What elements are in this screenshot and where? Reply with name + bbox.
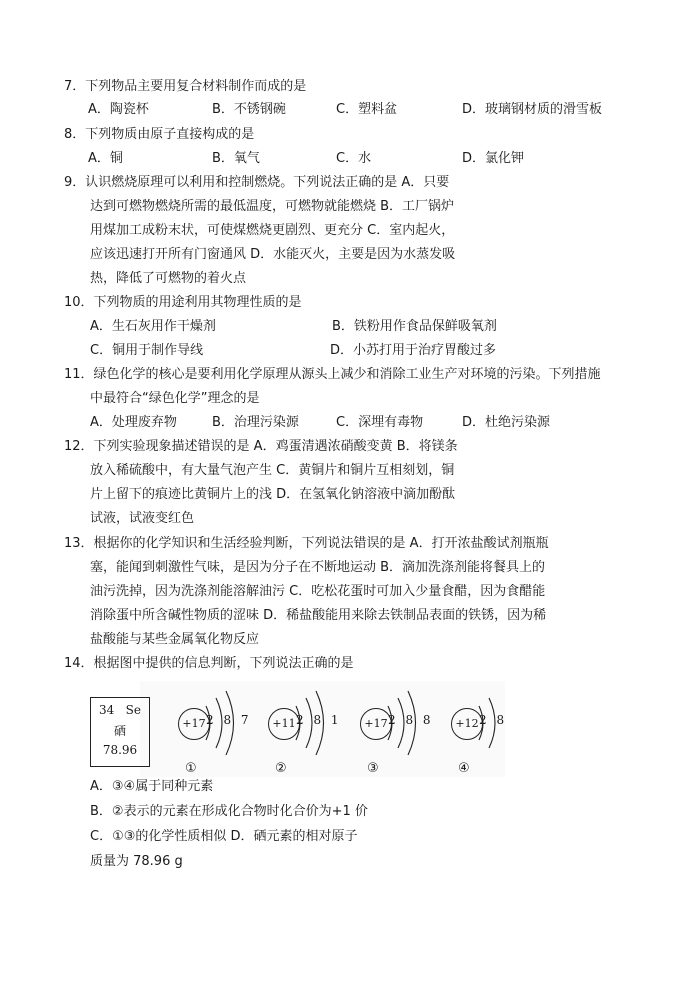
- diagram-label: ①: [185, 761, 197, 776]
- q14-option-b: B．②表示的元素在形成化合物时化合价为+1 价: [90, 804, 368, 819]
- q9-line: 达到可燃物燃烧所需的最低温度，可燃物就能燃烧 B．工厂锅炉: [90, 199, 455, 214]
- nucleus: +17: [178, 708, 210, 740]
- q11-option-a: A．处理废弃物: [90, 415, 177, 430]
- q13-line: 13．根据你的化学知识和生活经验判断，下列说法错误的是 A．打开浓盐酸试剂瓶瓶: [64, 536, 549, 551]
- q12-line: 放入稀硫酸中，有大量气泡产生 C．黄铜片和铜片互相刻划，铜: [90, 463, 455, 478]
- atom-diagram-1: [168, 686, 252, 786]
- q7-stem: 7．下列物品主要用复合材料制作而成的是: [64, 79, 307, 94]
- nucleus: +11: [268, 708, 300, 740]
- q8-option-a: A．铜: [88, 151, 123, 166]
- nucleus: +17: [360, 708, 392, 740]
- element-symbol: Se: [125, 703, 141, 717]
- q9-line: 9．认识燃烧原理可以利用和控制燃烧。下列说法正确的是 A．只要: [64, 175, 450, 190]
- q10-option-a: A．生石灰用作干燥剂: [90, 319, 216, 334]
- q14-option-a: A．③④属于同种元素: [90, 779, 214, 794]
- electron-config: 2 8: [479, 713, 508, 727]
- q7-option-b: B．不锈钢碗: [212, 102, 286, 117]
- q7-option-d: D．玻璃钢材质的滑雪板: [462, 102, 603, 117]
- element-name: 硒: [113, 724, 126, 738]
- atom-diagram-3: [350, 686, 434, 786]
- electron-config: 2 8 1: [296, 713, 342, 727]
- atomic-number: 34: [99, 703, 115, 717]
- q8-stem: 8．下列物质由原子直接构成的是: [64, 127, 255, 142]
- q11-option-c: C．深埋有毒物: [336, 415, 424, 430]
- q14-option-d: 质量为 78.96 g: [90, 854, 183, 869]
- q14-stem: 14．根据图中提供的信息判断，下列说法正确的是: [64, 656, 354, 671]
- q13-line: 盐酸能与某些金属氧化物反应: [90, 632, 260, 647]
- atom-diagram-2: [258, 686, 342, 786]
- q11-option-d: D．杜绝污染源: [462, 415, 551, 430]
- q10-option-d: D．小苏打用于治疗胃酸过多: [330, 343, 497, 358]
- q11-stem-cont: 中最符合“绿色化学”理念的是: [90, 391, 260, 406]
- q9-line: 用煤加工成粉末状，可使煤燃烧更剧烈、更充分 C．室内起火，: [90, 223, 455, 238]
- diagram-label: ②: [275, 761, 287, 776]
- q9-line: 应该迅速打开所有门窗通风 D．水能灭火，主要是因为水蒸发吸: [90, 247, 456, 262]
- q9-line: 热，降低了可燃物的着火点: [90, 271, 247, 286]
- q10-option-b: B．铁粉用作食品保鲜吸氧剂: [332, 319, 497, 334]
- electron-config: 2 8 8: [388, 713, 434, 727]
- q12-line: 片上留下的痕迹比黄铜片上的浅 D．在氢氧化钠溶液中滴加酚酞: [90, 487, 456, 502]
- q8-option-b: B．氧气: [212, 151, 260, 166]
- q12-line: 12．下列实验现象描述错误的是 A．鸡蛋清遇浓硝酸变黄 B．将镁条: [64, 439, 458, 454]
- q11-option-b: B．治理污染源: [212, 415, 299, 430]
- periodic-table-cell-selenium: [90, 697, 150, 767]
- q11-stem: 11．绿色化学的核心是要利用化学原理从源头上减少和消除工业生产对环境的污染。下列措施: [64, 367, 601, 382]
- diagram-label: ④: [458, 761, 470, 776]
- diagram-label: ③: [367, 761, 379, 776]
- q12-line: 试液，试液变红色: [90, 511, 195, 526]
- q13-line: 油污洗掉，因为洗涤剂能溶解油污 C．吃松花蛋时可加入少量食醋，因为食醋能: [90, 584, 546, 599]
- electron-config: 2 8 7: [206, 713, 252, 727]
- atom-diagram-4: [441, 686, 521, 786]
- q7-option-a: A．陶瓷杯: [88, 102, 149, 117]
- q10-option-c: C．铜用于制作导线: [90, 343, 204, 358]
- q8-option-d: D．氯化钾: [462, 151, 525, 166]
- q13-line: 消除蛋中所含碱性物质的涩味 D．稀盐酸能用来除去铁制品表面的铁锈，因为稀: [90, 608, 547, 623]
- nucleus: +12: [451, 708, 483, 740]
- q8-option-c: C．水: [336, 151, 372, 166]
- q10-stem: 10．下列物质的用途利用其物理性质的是: [64, 295, 302, 310]
- atomic-mass: 78.96: [102, 743, 138, 757]
- q7-option-c: C．塑料盆: [336, 102, 398, 117]
- q13-line: 塞，能闻到刺激性气味，是因为分子在不断地运动 B．滴加洗涤剂能将餐具上的: [90, 560, 546, 575]
- q14-option-c: C．①③的化学性质相似 D．硒元素的相对原子: [90, 829, 358, 844]
